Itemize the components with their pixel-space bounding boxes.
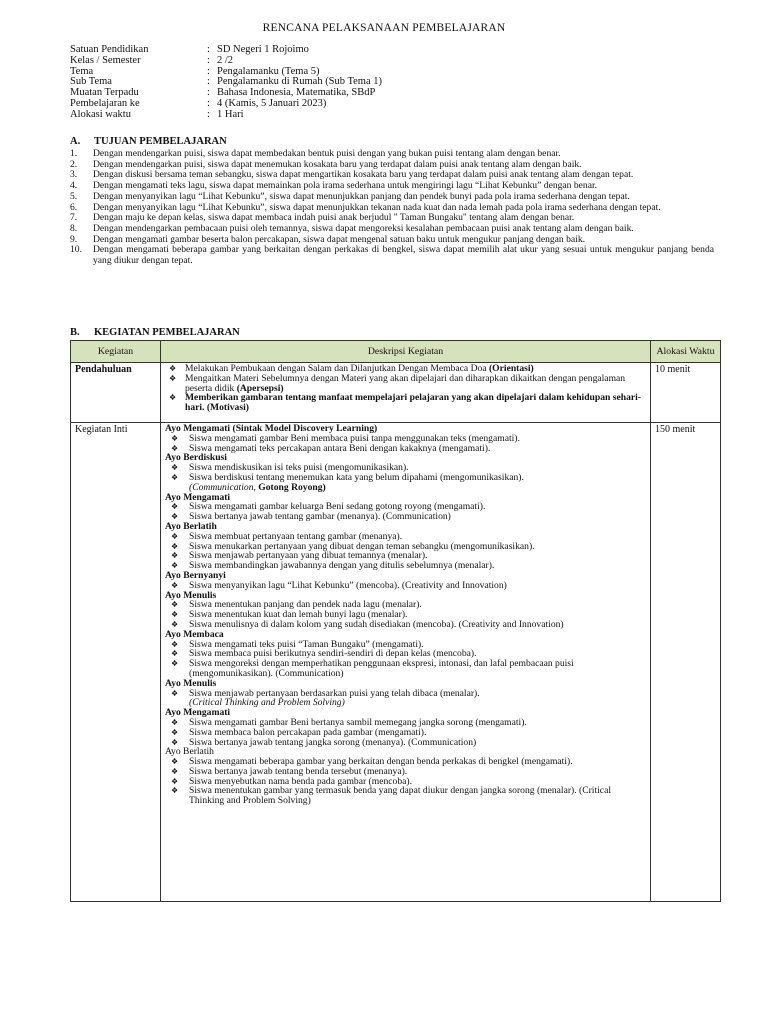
kegiatan-inti — [71, 423, 161, 902]
info-value: Pengalamanku (Tema 5) — [217, 65, 320, 77]
list-item — [165, 444, 646, 454]
objective-number: 6. — [70, 201, 78, 213]
diamond-bullet-icon: ❖ — [169, 364, 177, 373]
diamond-bullet-icon: ❖ — [171, 443, 179, 453]
diamond-bullet-icon: ❖ — [171, 551, 179, 561]
list-item — [165, 786, 646, 806]
kegiatan-pendahuluan: Pendahuluan — [71, 363, 161, 423]
diamond-bullet-icon: ❖ — [171, 619, 179, 629]
item-text: Siswa membaca balon percakapan pada gambar (mengamati). — [189, 726, 427, 738]
item-text: Siswa mengamati gambar keluarga Beni sedang gotong royong (mengamati). — [189, 501, 486, 513]
diamond-bullet-icon: ❖ — [169, 393, 177, 403]
activity-note — [165, 698, 646, 708]
info-label: Tema — [70, 65, 94, 77]
list-item — [165, 561, 646, 571]
objective-item — [70, 245, 714, 266]
info-value: Bahasa Indonesia, Matematika, SBdP — [217, 87, 376, 99]
objective-text: Dengan maju ke depan kelas, siswa dapat membaca indah puisi anak berjudul " Taman Bungaku" tentang alam dengan benar. — [93, 212, 575, 224]
activity-step-title: Ayo Berlatih — [165, 520, 217, 532]
note-text: (Critical Thinking and Problem Solving) — [189, 697, 345, 709]
diamond-bullet-icon: ❖ — [171, 786, 179, 796]
document-title: RENCANA PELAKSANAAN PEMBELAJARAN — [262, 22, 506, 34]
objective-text: Dengan mendengarkan puisi, siswa dapat menemukan kosakata baru yang terdapat dalam puisi anak tentang alam dengan baik. — [93, 158, 582, 170]
info-row — [70, 110, 382, 121]
objective-number: 3. — [70, 169, 78, 181]
info-separator: : — [207, 65, 210, 77]
activity-step-title: Ayo Berlatih — [165, 746, 214, 758]
item-text: Siswa bertanya jawab tentang gambar (menanya). (Communication) — [189, 511, 451, 523]
table-row-inti — [71, 423, 721, 902]
objective-number: 9. — [70, 233, 78, 245]
item-text: Siswa membandingkan jawabannya dengan yang ditulis sebelumnya (menalar). — [189, 560, 495, 572]
info-separator: : — [207, 44, 210, 55]
header-deskripsi: Deskripsi Kegiatan — [161, 341, 651, 363]
item-text: Siswa berdiskusi tentang menemukan kata yang belum dipahami (mengomunikasikan). — [189, 471, 524, 483]
objective-number: 5. — [70, 190, 78, 202]
activity-step-title: Ayo Mengamati — [165, 707, 231, 719]
item-emphasis: (Orientasi) — [488, 363, 534, 374]
diamond-bullet-icon: ❖ — [171, 737, 179, 747]
diamond-bullet-icon: ❖ — [171, 688, 179, 698]
item-text: Melakukan Pembukaan dengan Salam dan Dilanjutkan Dengan Membaca Doa — [185, 363, 489, 374]
info-label: Muatan Terpadu — [70, 87, 139, 99]
note-text: (Communication, — [189, 481, 256, 493]
waktu-inti: 150 menit — [651, 423, 721, 902]
header-alokasi: Alokasi Waktu — [651, 341, 721, 363]
diamond-bullet-icon: ❖ — [171, 463, 179, 473]
kegiatan-inti-label: Kegiatan Inti — [75, 424, 128, 435]
identity-block — [70, 45, 382, 121]
objective-text: Dengan mengamati beberapa gambar yang berkaitan dengan perkakas di bengkel, siswa dapat memilih alat ukur yang sesuai untuk mengukur panjang benda yang diukur dengan tepat. — [93, 244, 714, 267]
objective-text: Dengan menyanyikan lagu “Lihat Kebunku”, siswa dapat menunjukkan panjang dan pendek bunyi pada pola irama sederhana dengan tepat. — [93, 190, 630, 202]
info-value: Pengalamanku di Rumah (Sub Tema 1) — [217, 76, 383, 88]
info-separator: : — [207, 87, 210, 99]
objective-text: Dengan mengamati gambar beserta balon percakapan, siswa dapat mengenal satuan baku untuk mengukur panjang dengan baik. — [93, 233, 586, 245]
section-title: KEGIATAN PEMBELAJARAN — [94, 327, 240, 338]
item-text: Siswa menentukan gambar yang termasuk benda yang dapat diukur dengan jangka sorong (menalar). (Critical Thinking and Problem Solving) — [189, 785, 611, 807]
diamond-bullet-icon: ❖ — [171, 531, 179, 541]
info-value: 2 /2 — [217, 54, 234, 66]
list-item — [165, 374, 646, 394]
info-value: 1 Hari — [217, 108, 244, 120]
item-text: Siswa mendiskusikan isi teks puisi (mengomunikasikan). — [189, 462, 409, 474]
item-text: Siswa mengamati teks puisi “Taman Bungaku” (mengamati). — [189, 638, 424, 650]
item-text: Siswa membuat pertanyaan tentang gambar (menanya). — [189, 530, 403, 542]
item-text: Siswa menentukan kuat dan lemah bunyi lagu (menalar). — [189, 609, 408, 621]
info-label: Alokasi waktu — [70, 108, 131, 120]
activity-step-title: Ayo Bernyanyi — [165, 569, 226, 581]
diamond-bullet-icon: ❖ — [171, 610, 179, 620]
activity-step-title: Ayo Mengamati (Sintak Model Discovery Learning) — [165, 423, 378, 434]
item-text: Siswa menjawab pertanyaan yang dibuat temannya (menalar). — [189, 550, 428, 562]
info-label: Satuan Pendidikan — [70, 44, 149, 55]
item-text: Siswa mengamati gambar Beni membaca puisi tanpa menggunakan teks (mengamati). — [189, 432, 520, 444]
activity-note — [165, 483, 646, 493]
info-label: Kelas / Semester — [70, 54, 141, 66]
diamond-bullet-icon: ❖ — [171, 472, 179, 482]
diamond-bullet-icon: ❖ — [171, 766, 179, 776]
item-text: Siswa menyanyikan lagu “Lihat Kebunku” (mencoba). (Creativity and Innovation) — [189, 579, 507, 591]
list-item — [165, 659, 646, 679]
activity-step-title: Ayo Menulis — [165, 677, 217, 689]
diamond-bullet-icon: ❖ — [171, 649, 179, 659]
info-value: SD Negeri 1 Rojoimo — [217, 44, 309, 55]
list-item — [165, 393, 646, 413]
list-item — [165, 620, 646, 630]
list-item — [165, 689, 646, 699]
info-label: Sub Tema — [70, 76, 112, 88]
objective-number: 7. — [70, 212, 78, 224]
objective-text: Dengan menyanyikan lagu “Lihat Kebunku”, siswa dapat menunjukkan tekanan nada kuat dan nada lemah pada pola irama sederhana dengan tepat. — [93, 201, 661, 213]
list-item — [165, 738, 646, 748]
item-text: Siswa mengamati teks percakapan antara Beni dengan kakaknya (mengamati). — [189, 442, 491, 454]
item-text: Siswa mengamati beberapa gambar yang berkaitan dengan benda perkakas di bengkel (mengamati). — [189, 756, 573, 768]
diamond-bullet-icon: ❖ — [171, 580, 179, 590]
objective-number: 10. — [70, 244, 82, 256]
diamond-bullet-icon: ❖ — [169, 373, 177, 383]
item-text: Siswa membaca puisi berikutnya sendiri-sendiri di depan kelas (mencoba). — [189, 648, 477, 660]
objective-text: Dengan mengamati teks lagu, siswa dapat memainkan pola irama sederhana untuk mengiringi lagu “Lihat Kebunku” dengan benar. — [93, 180, 598, 192]
objective-text: Dengan diskusi bersama teman sebangku, siswa dapat mengartikan kosakata baru yang terdapat dalam puisi anak tentang alam dengan tepat. — [93, 169, 634, 181]
section-heading-a — [70, 136, 227, 147]
item-text: Mengaitkan Materi Sebelumnya dengan Materi yang akan dipelajari dan diharapkan dikaitkan dengan pengalaman peserta didik — [185, 372, 626, 394]
info-separator: : — [207, 54, 210, 66]
section-title: TUJUAN PEMBELAJARAN — [94, 136, 227, 147]
diamond-bullet-icon: ❖ — [171, 717, 179, 727]
diamond-bullet-icon: ❖ — [171, 727, 179, 737]
activity-step-title: Ayo Membaca — [165, 628, 224, 640]
item-text: Siswa bertanya jawab tentang jangka sorong (menanya). (Communication) — [189, 736, 477, 748]
activities-table — [70, 340, 721, 902]
objective-number: 8. — [70, 222, 78, 234]
diamond-bullet-icon: ❖ — [171, 433, 179, 443]
item-text: Siswa menukarkan pertanyaan yang dibuat dengan teman sebangku (mengomunikasikan). — [189, 540, 535, 552]
item-text: Siswa mengoreksi dengan memperhatikan penggunaan ekspresi, intonasi, dan lafal pembacaan puisi (mengomunikasikan). (Communication) — [189, 658, 574, 679]
item-text: Siswa menulisnya di dalam kolom yang sudah disediakan (mencoba). (Creativity and Innovation) — [189, 618, 564, 630]
deskripsi-inti — [161, 423, 651, 902]
diamond-bullet-icon: ❖ — [171, 659, 179, 669]
diamond-bullet-icon: ❖ — [171, 600, 179, 610]
list-item — [165, 473, 646, 483]
info-separator: : — [207, 76, 210, 88]
objective-text: Dengan mendengarkan puisi, siswa dapat membedakan bentuk puisi dengan yang bukan puisi tentang alam dengan benar. — [93, 148, 561, 159]
objective-number: 1. — [70, 148, 78, 159]
deskripsi-pendahuluan — [161, 363, 651, 423]
section-heading-b — [70, 327, 240, 338]
header-kegiatan: Kegiatan — [71, 341, 161, 363]
item-text: Siswa menjawab pertanyaan berdasarkan puisi yang telah dibaca (menalar). — [189, 687, 480, 699]
item-emphasis: Memberikan gambaran tentang manfaat mempelajari pelajaran yang akan dipelajari dalam kehidupan sehari-hari. (Motivasi) — [185, 392, 641, 414]
diamond-bullet-icon: ❖ — [171, 561, 179, 571]
info-separator: : — [207, 108, 210, 120]
objectives-list — [70, 149, 714, 267]
item-text: Siswa mengamati gambar Beni bertanya sambil memegang jangka sorong (mengamati). — [189, 716, 527, 728]
section-letter: A. — [70, 136, 81, 147]
objective-number: 4. — [70, 180, 78, 192]
activity-step-title: Ayo Menulis — [165, 589, 217, 601]
activity-step-title: Ayo Berdiskusi — [165, 452, 227, 464]
diamond-bullet-icon: ❖ — [171, 757, 179, 767]
diamond-bullet-icon: ❖ — [171, 502, 179, 512]
info-label: Pembelajaran ke — [70, 97, 140, 109]
diamond-bullet-icon: ❖ — [171, 512, 179, 522]
list-item — [165, 581, 646, 591]
diamond-bullet-icon: ❖ — [171, 776, 179, 786]
table-row-pendahuluan — [71, 363, 721, 423]
info-separator: : — [207, 97, 210, 109]
item-text: Siswa bertanya jawab tentang benda tersebut (menanya). — [189, 765, 408, 777]
activity-step-title: Ayo Mengamati — [165, 491, 231, 503]
list-item — [165, 512, 646, 522]
diamond-bullet-icon: ❖ — [171, 639, 179, 649]
item-text: Siswa menentukan panjang dan pendek nada lagu (menalar). — [189, 599, 422, 611]
waktu-pendahuluan: 10 menit — [651, 363, 721, 423]
section-letter: B. — [70, 327, 80, 338]
objective-number: 2. — [70, 158, 78, 170]
info-value: 4 (Kamis, 5 Januari 2023) — [217, 97, 327, 109]
table-header-row — [71, 341, 721, 363]
note-emphasis: Gotong Royong) — [255, 481, 326, 493]
item-emphasis: (Apersepsi) — [236, 382, 284, 394]
diamond-bullet-icon: ❖ — [171, 541, 179, 551]
item-text: Siswa menyebutkan nama benda pada gambar (mencoba). — [189, 775, 412, 787]
objective-text: Dengan mendengarkan pembacaan puisi oleh temannya, siswa dapat mengoreksi kesalahan pembacaan puisi anak tentang alam dengan baik. — [93, 222, 634, 234]
